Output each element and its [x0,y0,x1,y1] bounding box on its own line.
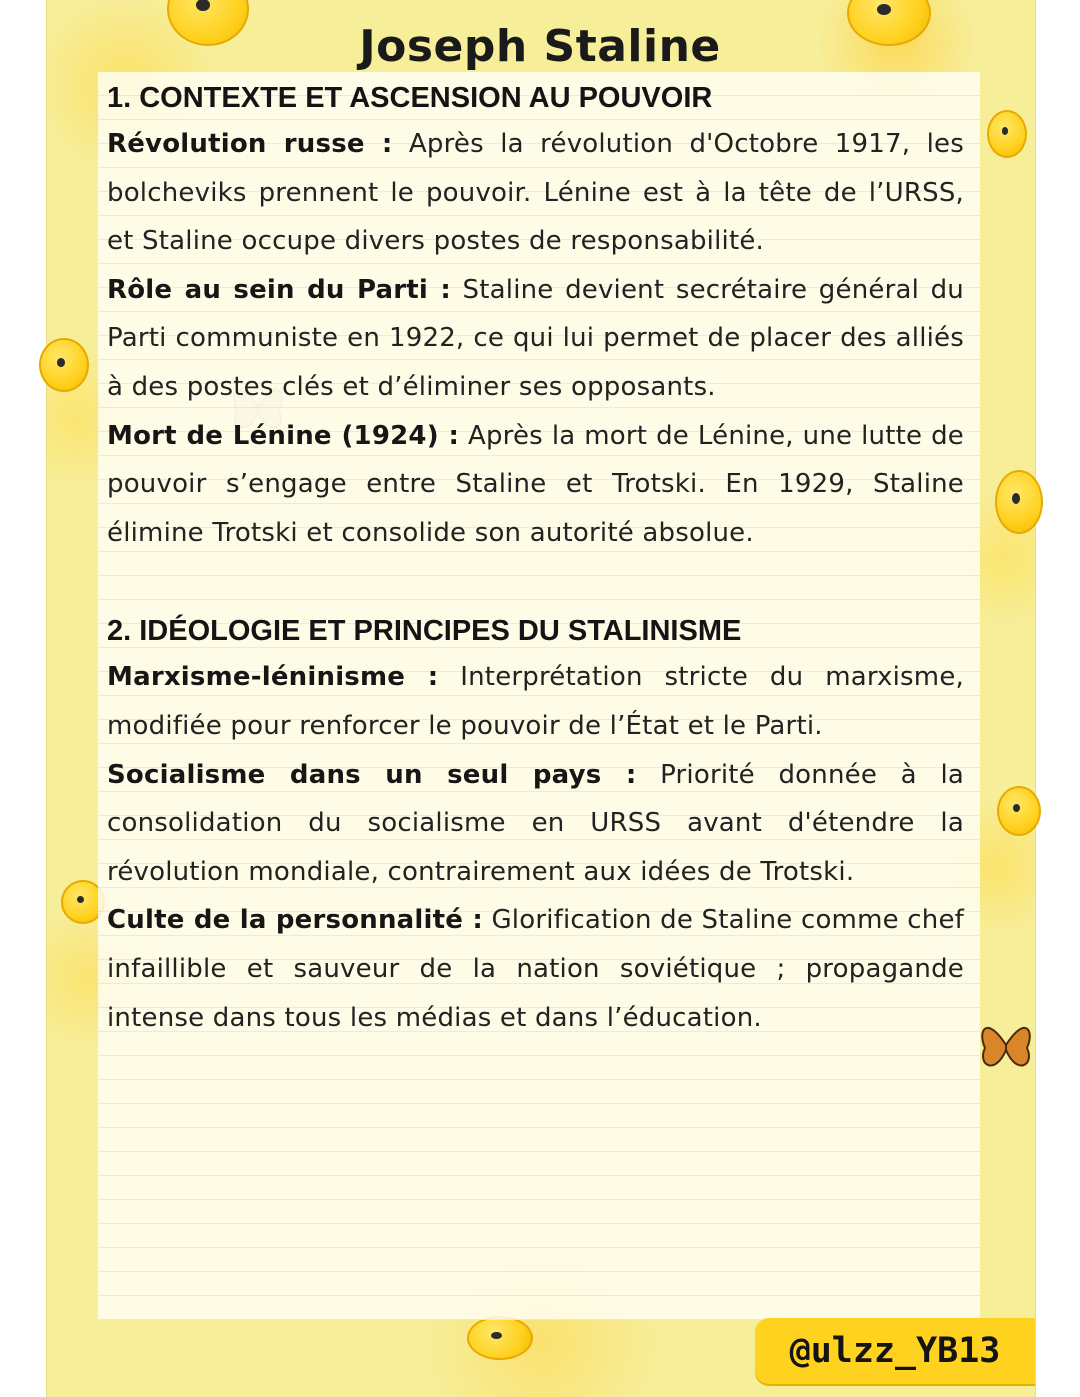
paragraph-revolution-russe [107,120,964,266]
term-label: Culte de la personnalité : [107,905,483,936]
section-heading: 2. IDÉOLOGIE ET PRINCIPES DU STALINISME [107,615,742,648]
paragraph-role-parti [107,266,964,412]
chick-sticker [467,1316,533,1360]
paragraph-socialisme-seul-pays [107,751,964,897]
term-label: Socialisme dans un seul pays : [107,759,637,790]
term-label: Rôle au sein du Parti : [107,274,451,305]
section-context-ascension [107,76,964,557]
chick-sticker [39,338,89,392]
butterfly-icon [977,1010,1035,1080]
author-handle: @ulzz_YB13 [789,1331,1001,1371]
chick-sticker [987,110,1027,158]
page-title: Joseph Staline [359,21,721,72]
section-ideologie-stalinisme [107,609,964,1042]
paragraph-culte-personnalite [107,896,964,1042]
term-description: Glorification de Staline comme chef infaillible et sauveur de la nation soviétique ; propagande intense dans tous les médias et dans l’éducation. [107,905,964,1033]
term-label: Mort de Lénine (1924) : [107,420,460,451]
document-body [107,76,964,1042]
section-spacer [107,557,964,609]
term-description: Interprétation stricte du marxisme, modifiée pour renforcer le pouvoir de l’État et le Parti. [107,662,964,741]
paragraph-mort-lenine [107,412,964,558]
author-handle-badge [755,1318,1035,1384]
term-label: Marxisme-léninisme : [107,662,439,693]
section-heading: 1. CONTEXTE ET ASCENSION AU POUVOIR [107,82,713,114]
paragraph-marxisme-leninisme [107,653,964,750]
chick-sticker [995,470,1043,534]
chick-sticker [997,786,1041,836]
term-label: Révolution russe : [107,129,393,159]
term-description: Après la mort de Lénine, une lutte de pouvoir s’engage entre Staline et Trotski. En 1929, Staline élimine Trotski et consolide son autorité absolue. [107,420,964,548]
term-description: Priorité donnée à la consolidation du socialisme en URSS avant d'étendre la révolution mondiale, contrairement aux idées de Trotski. [107,759,964,887]
term-description: Staline devient secrétaire général du Parti communiste en 1922, ce qui lui permet de placer des alliés à des postes clés et d’éliminer ses opposants. [107,274,964,402]
term-description: Après la révolution d'Octobre 1917, les bolcheviks prennent le pouvoir. Lénine est à la tête de l’URSS, et Staline occupe divers postes de responsabilité. [107,129,964,257]
